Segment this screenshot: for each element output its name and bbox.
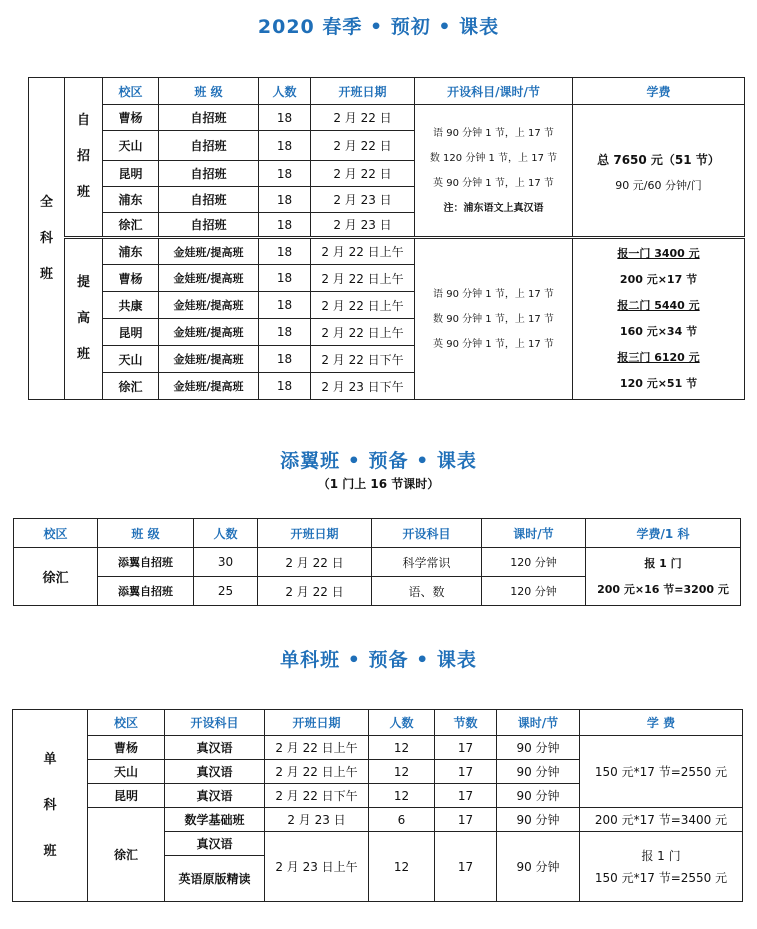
cell-subject: 真汉语 [165, 760, 265, 784]
cell-count: 18 [259, 238, 311, 265]
cell-count: 18 [259, 187, 311, 213]
sub-char: 高 [76, 311, 90, 326]
table-row [13, 736, 743, 760]
group-label-single [13, 710, 88, 902]
title-single-subject: 单科班 • 预备 • 课表 [280, 649, 477, 671]
cell-campus: 昆明 [88, 784, 165, 808]
title-spring-preliminary: 2020 春季 • 预初 • 课表 [257, 16, 500, 38]
fee-rate: 200 元×16 节=3200 元 [597, 582, 729, 596]
fee-rate: 120 元×51 节 [619, 377, 698, 390]
cell-campus: 天山 [88, 760, 165, 784]
cell-date: 2 月 22 日下午 [311, 346, 415, 373]
subject-note: 注：浦东语文上真汉语 [443, 202, 544, 214]
cell-class: 金娃班/提高班 [159, 319, 259, 346]
fee-rate: 160 元×34 节 [619, 325, 698, 338]
cell-count: 6 [369, 808, 435, 832]
cell-count: 18 [259, 161, 311, 187]
cell-fee [573, 238, 745, 400]
cell-class: 自招班 [159, 213, 259, 238]
header-date: 开班日期 [265, 710, 369, 736]
cell-fee [586, 548, 741, 606]
cell-count: 18 [259, 292, 311, 319]
cell-count: 18 [259, 213, 311, 238]
cell-date: 2 月 22 日上午 [265, 736, 369, 760]
cell-date: 2 月 22 日 [311, 131, 415, 161]
header-count: 人数 [194, 519, 258, 548]
cell-subject: 英语原版精读 [165, 856, 265, 902]
cell-count: 18 [259, 265, 311, 292]
header-fee: 学 费 [580, 710, 743, 736]
fee-rate: 200 元×17 节 [619, 273, 698, 286]
cell-count: 12 [369, 760, 435, 784]
cell-date: 2 月 22 日 [258, 548, 372, 577]
cell-class: 金娃班/提高班 [159, 292, 259, 319]
cell-hours: 120 分钟 [482, 548, 586, 577]
cell-hours: 90 分钟 [497, 760, 580, 784]
sub-char: 招 [76, 149, 90, 164]
subject-line: 数 120 分钟 1 节，上 17 节 [429, 152, 558, 164]
cell-class: 自招班 [159, 105, 259, 131]
header-campus: 校区 [88, 710, 165, 736]
cell-count: 12 [369, 832, 435, 902]
cell-class: 自招班 [159, 161, 259, 187]
header-campus: 校区 [14, 519, 98, 548]
cell-fee [580, 832, 743, 902]
cell-date: 2 月 22 日 [258, 577, 372, 606]
subtitle-wing-class: （1 门上 16 节课时） [317, 477, 440, 491]
cell-campus: 浦东 [103, 187, 159, 213]
fee-rate: 90 元/60 分钟/门 [615, 178, 702, 192]
cell-campus: 昆明 [103, 319, 159, 346]
cell-fee: 200 元*17 节=3400 元 [580, 808, 743, 832]
cell-subject: 真汉语 [165, 832, 265, 856]
cell-date: 2 月 23 日上午 [265, 832, 369, 902]
table-row [14, 548, 741, 577]
fee-option: 报一门 3400 元 [617, 247, 700, 260]
cell-date: 2 月 23 日下午 [311, 373, 415, 400]
subject-line: 数 90 分钟 1 节，上 17 节 [433, 313, 554, 325]
header-date: 开班日期 [311, 78, 415, 105]
table-full-subject [28, 77, 745, 400]
sub-label-self [65, 78, 103, 238]
sub-label-advanced [65, 238, 103, 400]
cell-date: 2 月 22 日下午 [265, 784, 369, 808]
cell-campus: 徐汇 [103, 373, 159, 400]
fee-total: 总 7650 元（51 节） [597, 152, 720, 167]
cell-campus: 徐汇 [103, 213, 159, 238]
cell-subjects [415, 105, 573, 238]
cell-class: 金娃班/提高班 [159, 238, 259, 265]
cell-hours: 90 分钟 [497, 784, 580, 808]
title-wing-class: 添翼班 • 预备 • 课表 [280, 450, 477, 472]
cell-date: 2 月 23 日 [265, 808, 369, 832]
header-class: 班 级 [98, 519, 194, 548]
header-date: 开班日期 [258, 519, 372, 548]
cell-campus: 昆明 [103, 161, 159, 187]
sub-char: 提 [76, 275, 90, 290]
header-hours: 课时/节 [482, 519, 586, 548]
cell-lessons: 17 [435, 760, 497, 784]
cell-class: 自招班 [159, 187, 259, 213]
table-row [29, 238, 745, 265]
cell-count: 18 [259, 105, 311, 131]
cell-count: 18 [259, 131, 311, 161]
cell-fee: 150 元*17 节=2550 元 [580, 736, 743, 808]
cell-hours: 90 分钟 [497, 736, 580, 760]
fee-option: 报二门 5440 元 [617, 299, 700, 312]
table-row [13, 808, 743, 832]
header-subject: 开设科目 [372, 519, 482, 548]
header-subjects: 开设科目/课时/节 [415, 78, 573, 105]
cell-campus: 天山 [103, 131, 159, 161]
cell-date: 2 月 22 日上午 [311, 319, 415, 346]
cell-lessons: 17 [435, 832, 497, 902]
subject-line: 语 90 分钟 1 节，上 17 节 [433, 288, 554, 300]
cell-campus: 浦东 [103, 238, 159, 265]
cell-count: 18 [259, 319, 311, 346]
group-char: 科 [43, 797, 57, 813]
subject-line: 英 90 分钟 1 节，上 17 节 [433, 338, 554, 350]
group-char: 班 [43, 843, 57, 859]
cell-lessons: 17 [435, 784, 497, 808]
cell-count: 18 [259, 346, 311, 373]
subject-line: 语 90 分钟 1 节，上 17 节 [433, 127, 554, 139]
sub-char: 班 [76, 185, 90, 200]
cell-campus: 徐汇 [14, 548, 98, 606]
cell-count: 12 [369, 784, 435, 808]
cell-date: 2 月 22 日上午 [311, 238, 415, 265]
cell-campus: 徐汇 [88, 808, 165, 902]
cell-subject: 数学基础班 [165, 808, 265, 832]
cell-date: 2 月 22 日 [311, 105, 415, 131]
sub-char: 自 [76, 113, 90, 128]
cell-count: 18 [259, 373, 311, 400]
cell-subject: 真汉语 [165, 784, 265, 808]
cell-class: 金娃班/提高班 [159, 373, 259, 400]
subject-line: 英 90 分钟 1 节，上 17 节 [433, 177, 554, 189]
cell-date: 2 月 22 日上午 [311, 292, 415, 319]
cell-count: 12 [369, 736, 435, 760]
cell-subjects [415, 238, 573, 400]
header-lessons: 节数 [435, 710, 497, 736]
header-hours: 课时/节 [497, 710, 580, 736]
cell-campus: 共康 [103, 292, 159, 319]
table-single-subject [12, 709, 743, 902]
cell-fee [573, 105, 745, 238]
header-fee: 学费/1 科 [586, 519, 741, 548]
cell-class: 添翼自招班 [98, 577, 194, 606]
fee-rate: 150 元*17 节=2550 元 [594, 870, 728, 885]
cell-date: 2 月 22 日上午 [311, 265, 415, 292]
cell-class: 自招班 [159, 131, 259, 161]
header-subject: 开设科目 [165, 710, 265, 736]
table-row [29, 105, 745, 131]
header-class: 班 级 [159, 78, 259, 105]
header-count: 人数 [369, 710, 435, 736]
cell-campus: 曹杨 [103, 105, 159, 131]
cell-campus: 天山 [103, 346, 159, 373]
cell-hours: 120 分钟 [482, 577, 586, 606]
cell-subject: 科学常识 [372, 548, 482, 577]
cell-lessons: 17 [435, 736, 497, 760]
group-char: 单 [43, 751, 57, 767]
cell-class: 添翼自招班 [98, 548, 194, 577]
cell-hours: 90 分钟 [497, 832, 580, 902]
cell-class: 金娃班/提高班 [159, 346, 259, 373]
cell-subject: 真汉语 [165, 736, 265, 760]
header-campus: 校区 [103, 78, 159, 105]
cell-count: 30 [194, 548, 258, 577]
cell-campus: 曹杨 [88, 736, 165, 760]
fee-option: 报 1 门 [641, 848, 681, 863]
fee-option: 报 1 门 [644, 556, 682, 570]
header-fee: 学费 [573, 78, 745, 105]
group-char: 科 [39, 230, 53, 246]
cell-date: 2 月 22 日 [311, 161, 415, 187]
header-count: 人数 [259, 78, 311, 105]
group-char: 全 [39, 194, 53, 210]
cell-campus: 曹杨 [103, 265, 159, 292]
group-char: 班 [39, 266, 53, 282]
cell-lessons: 17 [435, 808, 497, 832]
cell-count: 25 [194, 577, 258, 606]
cell-hours: 90 分钟 [497, 808, 580, 832]
sub-char: 班 [76, 347, 90, 362]
cell-date: 2 月 23 日 [311, 187, 415, 213]
table-wing-class [13, 518, 741, 606]
group-label-full [29, 78, 65, 400]
cell-date: 2 月 23 日 [311, 213, 415, 238]
fee-option: 报三门 6120 元 [617, 351, 700, 364]
cell-subject: 语、数 [372, 577, 482, 606]
cell-class: 金娃班/提高班 [159, 265, 259, 292]
cell-date: 2 月 22 日上午 [265, 760, 369, 784]
